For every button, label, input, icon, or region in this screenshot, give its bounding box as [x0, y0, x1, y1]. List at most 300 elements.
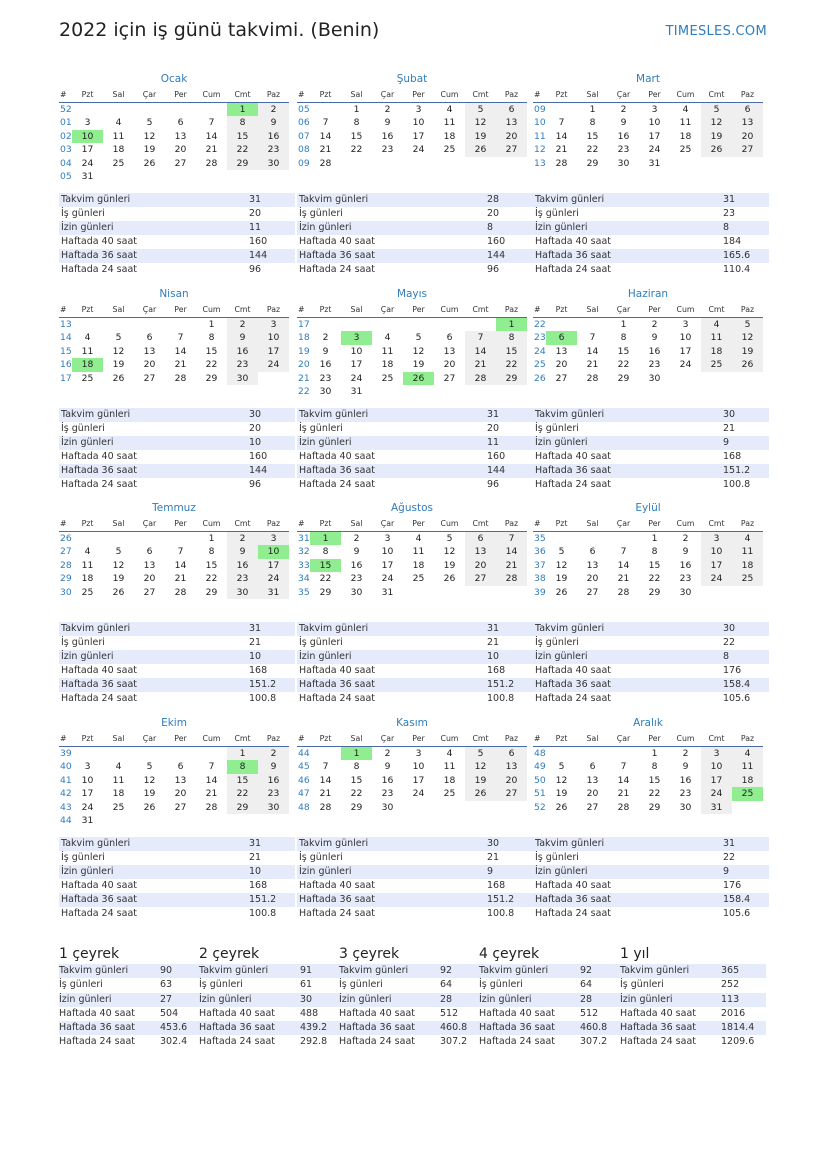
day-cell: 26 [443, 573, 456, 584]
day-cell: 6 [146, 546, 153, 557]
weekday-header: Paz [732, 303, 763, 317]
stat-label: İş günleri [620, 979, 664, 991]
week-row [59, 317, 289, 331]
week-row [297, 801, 527, 815]
day-cell: 26 [143, 801, 156, 813]
week-number: 35 [534, 532, 546, 544]
week-row [533, 331, 763, 345]
day-cell [608, 746, 639, 760]
week-number: 08 [298, 144, 310, 155]
day-cell: 19 [701, 130, 732, 144]
day-cell: 11 [701, 331, 732, 345]
stat-row [339, 978, 485, 992]
weekday-header: Çar [372, 303, 403, 317]
day-cell: 10 [258, 331, 289, 345]
stat-label: Takvim günleri [297, 408, 485, 422]
stat-value: 165.6 [721, 249, 769, 263]
day-cell [701, 372, 732, 386]
week-number: 40 [60, 761, 72, 772]
quarter-summary [479, 944, 619, 1050]
day-cell: 6 [465, 531, 496, 545]
day-cell: 7 [322, 761, 329, 772]
day-cell: 28 [205, 157, 218, 169]
week-row [59, 531, 289, 545]
day-cell: 25 [81, 586, 94, 598]
stat-value: 144 [485, 464, 533, 478]
day-cell: 18 [679, 130, 692, 142]
day-cell: 11 [732, 545, 763, 559]
day-cell: 7 [620, 546, 627, 557]
day-cell: 1 [208, 532, 215, 544]
day-cell: 5 [558, 546, 565, 557]
quarter-title: 3 çeyrek [339, 946, 400, 962]
day-cell: 5 [146, 117, 153, 128]
day-cell: 15 [350, 130, 363, 142]
day-cell: 3 [341, 331, 372, 345]
day-cell: 28 [174, 372, 187, 384]
day-cell: 9 [384, 117, 391, 128]
week-number: 14 [60, 332, 72, 343]
day-cell: 7 [208, 761, 215, 772]
day-cell: 28 [205, 801, 218, 813]
weekday-header: Cum [434, 303, 465, 317]
stat-label: Haftada 24 saat [61, 479, 137, 490]
stat-value: 144 [247, 249, 295, 263]
weekday-header: Per [403, 732, 434, 746]
week-row [533, 116, 763, 130]
stat-value: 160 [487, 451, 506, 462]
week-row [59, 130, 289, 144]
day-cell: 3 [415, 747, 422, 759]
day-cell: 5 [701, 102, 732, 116]
day-cell: 27 [496, 787, 527, 801]
week-row [533, 345, 763, 359]
stat-row [533, 907, 769, 921]
weekday-header: # [59, 732, 72, 746]
day-cell: 13 [555, 345, 568, 357]
day-cell [434, 801, 465, 815]
weekday-header: Sal [341, 517, 372, 531]
day-cell: 2 [227, 317, 258, 331]
week-row [533, 143, 763, 157]
month-grid [297, 517, 527, 599]
day-cell: 8 [227, 116, 258, 130]
week-number: 50 [534, 774, 546, 786]
stat-row [479, 1007, 625, 1021]
weekday-header: Cum [434, 517, 465, 531]
month-stats [59, 408, 295, 492]
day-cell [103, 746, 134, 760]
stat-row [59, 978, 205, 992]
week-row [533, 801, 763, 815]
month-grid [59, 517, 289, 599]
stat-label: İş günleri [199, 979, 243, 991]
day-cell: 8 [589, 117, 596, 128]
day-cell: 13 [174, 130, 187, 142]
day-cell: 22 [205, 359, 218, 370]
weekday-header: # [533, 517, 546, 531]
stat-label: Haftada 36 saat [297, 249, 485, 263]
day-cell: 6 [589, 546, 596, 557]
day-cell: 18 [412, 559, 425, 571]
stat-label: İş günleri [535, 423, 579, 434]
day-cell: 8 [353, 117, 360, 128]
day-cell: 30 [617, 157, 630, 169]
stat-label: Takvim günleri [533, 408, 721, 422]
day-cell: 14 [174, 345, 187, 357]
day-cell: 8 [651, 761, 658, 772]
day-cell: 9 [651, 332, 658, 343]
day-cell: 31 [648, 157, 661, 169]
stat-value: 100.8 [487, 908, 515, 919]
stat-row [297, 207, 533, 221]
stat-row [297, 692, 533, 706]
stat-row [59, 436, 295, 450]
day-cell: 30 [227, 586, 258, 600]
stat-value: 30 [300, 993, 345, 1007]
day-cell: 17 [258, 345, 289, 359]
stat-label: Haftada 24 saat [61, 908, 137, 919]
stat-value: 64 [580, 979, 593, 991]
stat-label: Takvim günleri [533, 837, 721, 851]
day-cell: 13 [586, 559, 599, 571]
day-cell: 15 [205, 345, 218, 357]
day-cell: 18 [72, 358, 103, 372]
day-cell [196, 814, 227, 828]
stat-label: İzin günleri [199, 993, 300, 1007]
day-cell: 4 [84, 332, 91, 343]
weekday-header: Cum [670, 303, 701, 317]
day-cell: 25 [81, 372, 94, 384]
stat-row [533, 478, 769, 492]
day-cell: 3 [701, 746, 732, 760]
day-cell: 30 [381, 801, 394, 813]
stat-label: Haftada 36 saat [533, 678, 721, 692]
stat-value: 1209.6 [721, 1036, 755, 1048]
day-cell: 14 [205, 130, 218, 142]
day-cell [496, 157, 527, 171]
day-cell: 17 [412, 774, 425, 786]
week-number: 49 [534, 761, 546, 772]
stat-label: İş günleri [479, 979, 523, 991]
day-cell [372, 157, 403, 171]
weekday-header: Çar [372, 517, 403, 531]
day-cell: 13 [732, 116, 763, 130]
weekday-header: Sal [103, 517, 134, 531]
stat-row [199, 978, 345, 992]
quarter-title: 2 çeyrek [199, 946, 260, 962]
day-cell [434, 317, 465, 331]
weekday-header-row [297, 88, 527, 102]
stat-label: Haftada 40 saat [535, 451, 611, 462]
stat-row [297, 678, 533, 692]
week-row [59, 358, 289, 372]
day-cell: 23 [679, 573, 692, 584]
week-number: 26 [60, 532, 72, 544]
day-cell: 22 [227, 787, 258, 801]
stat-label: İş günleri [61, 637, 105, 648]
month-stats [297, 622, 533, 706]
stat-row [199, 993, 345, 1007]
stat-value: 113 [721, 993, 766, 1007]
week-row [297, 317, 527, 331]
stat-value: 20 [249, 208, 262, 219]
month-name: Haziran [627, 288, 669, 300]
day-cell: 22 [648, 573, 661, 584]
day-cell: 18 [381, 359, 394, 370]
month-name: Nisan [159, 288, 189, 300]
stat-label: Haftada 40 saat [299, 236, 375, 247]
stat-value: 144 [247, 464, 295, 478]
day-cell: 31 [350, 386, 363, 397]
stat-row [59, 221, 295, 235]
week-row [59, 586, 289, 600]
stat-value: 22 [723, 852, 736, 863]
week-row [533, 531, 763, 545]
stat-value: 8 [721, 221, 769, 235]
day-cell: 30 [648, 372, 661, 384]
weekday-header: # [297, 517, 310, 531]
stat-label: Takvim günleri [339, 964, 440, 978]
month-name: Aralık [633, 717, 663, 729]
weekday-header: Pzt [546, 732, 577, 746]
stat-row [620, 978, 766, 992]
day-cell: 15 [586, 130, 599, 142]
stat-label: Haftada 40 saat [535, 236, 611, 247]
weekday-header: Per [403, 88, 434, 102]
brand-logo[interactable]: TIMESLES.COM [665, 24, 767, 39]
day-cell [465, 317, 496, 331]
day-cell: 29 [227, 157, 258, 171]
week-row [59, 102, 289, 116]
stat-value: 365 [721, 964, 766, 978]
weekday-header: Cmt [701, 303, 732, 317]
day-cell: 6 [496, 746, 527, 760]
day-cell [732, 801, 763, 815]
day-cell: 1 [651, 747, 658, 759]
day-cell: 12 [112, 559, 125, 571]
day-cell: 27 [174, 801, 187, 813]
stat-row [297, 907, 533, 921]
day-cell: 20 [143, 573, 156, 584]
month-grid [533, 88, 763, 170]
weekday-header: Çar [372, 88, 403, 102]
weekday-header: Cmt [701, 517, 732, 531]
day-cell: 6 [496, 102, 527, 116]
stat-value: 168 [487, 880, 506, 891]
day-cell: 1 [496, 317, 527, 331]
day-cell: 25 [732, 572, 763, 586]
weekday-header: Pzt [546, 517, 577, 531]
stat-row [297, 650, 533, 664]
week-row [533, 746, 763, 760]
day-cell: 7 [322, 117, 329, 128]
stat-label: Takvim günleri [479, 964, 580, 978]
day-cell: 26 [112, 586, 125, 598]
quarter-summary [339, 944, 479, 1050]
stat-label: Haftada 40 saat [299, 451, 375, 462]
week-row [533, 372, 763, 386]
day-cell: 25 [112, 157, 125, 169]
day-cell: 3 [682, 318, 689, 330]
day-cell: 31 [701, 801, 732, 815]
week-row [533, 358, 763, 372]
stat-value: 28 [485, 193, 533, 207]
stat-row [59, 464, 295, 478]
day-cell: 23 [258, 143, 289, 157]
weekday-header: Cmt [465, 732, 496, 746]
stat-label: Takvim günleri [59, 622, 247, 636]
day-cell: 13 [443, 345, 456, 357]
day-cell: 20 [143, 359, 156, 370]
month-grid [59, 732, 289, 828]
day-cell: 6 [177, 117, 184, 128]
day-cell: 12 [732, 331, 763, 345]
day-cell: 21 [465, 358, 496, 372]
stat-value: 100.8 [723, 479, 751, 490]
stat-value: 21 [249, 852, 262, 863]
stat-value: 512 [580, 1007, 599, 1019]
weekday-header: Sal [341, 303, 372, 317]
stat-value: 158.4 [721, 893, 769, 907]
stat-label: Haftada 24 saat [620, 1036, 696, 1048]
day-cell [310, 746, 341, 760]
day-cell: 8 [227, 760, 258, 774]
stat-value: 20 [249, 423, 262, 434]
day-cell: 19 [443, 559, 456, 571]
weekday-header: Paz [258, 732, 289, 746]
day-cell: 7 [208, 117, 215, 128]
day-cell: 4 [682, 103, 689, 115]
day-cell: 16 [381, 774, 394, 786]
month-calendar [533, 499, 763, 599]
day-cell: 2 [682, 532, 689, 544]
stat-label: Takvim günleri [199, 964, 300, 978]
stat-row [297, 193, 533, 207]
weekday-header: Pzt [310, 88, 341, 102]
month-grid [297, 88, 527, 170]
day-cell: 19 [465, 774, 496, 788]
day-cell: 17 [701, 774, 732, 788]
day-cell: 24 [648, 144, 661, 155]
stat-label: Haftada 24 saat [535, 264, 611, 275]
day-cell: 9 [353, 546, 360, 557]
stat-row [479, 1035, 625, 1049]
day-cell: 4 [384, 332, 391, 343]
day-cell: 21 [555, 144, 568, 155]
stat-label: Takvim günleri [297, 193, 485, 207]
day-cell: 11 [81, 559, 94, 571]
day-cell: 25 [412, 573, 425, 584]
week-row [59, 345, 289, 359]
day-cell: 2 [227, 531, 258, 545]
week-row [297, 143, 527, 157]
weekday-header: Sal [341, 88, 372, 102]
stat-row [533, 678, 769, 692]
day-cell: 4 [701, 317, 732, 331]
day-cell: 9 [258, 760, 289, 774]
weekday-header: Cmt [227, 88, 258, 102]
stat-row [59, 408, 295, 422]
week-row [533, 787, 763, 801]
week-row [533, 157, 763, 171]
day-cell: 21 [174, 573, 187, 584]
day-cell: 10 [381, 546, 394, 557]
day-cell: 3 [701, 531, 732, 545]
day-cell: 23 [381, 788, 394, 799]
stat-value: 168 [249, 880, 268, 891]
day-cell [310, 317, 341, 331]
day-cell: 14 [174, 559, 187, 571]
stat-row [533, 622, 769, 636]
week-row [297, 331, 527, 345]
day-cell: 29 [205, 586, 218, 598]
day-cell: 6 [177, 761, 184, 772]
weekday-header-row [533, 732, 763, 746]
stat-label: İş günleri [61, 208, 105, 219]
week-number: 48 [534, 747, 546, 759]
day-cell [670, 372, 701, 386]
stat-label: Haftada 36 saat [533, 464, 721, 478]
week-row [533, 559, 763, 573]
day-cell: 3 [651, 103, 658, 115]
quarter-stats [479, 964, 625, 1050]
day-cell: 18 [112, 788, 125, 799]
day-cell: 7 [465, 331, 496, 345]
day-cell: 28 [174, 586, 187, 598]
day-cell: 2 [620, 103, 627, 115]
day-cell: 10 [350, 345, 363, 357]
month-name: Kasım [396, 717, 428, 729]
stat-row [533, 692, 769, 706]
day-cell: 2 [651, 318, 658, 330]
day-cell: 12 [555, 774, 568, 786]
week-number: 35 [298, 586, 310, 598]
day-cell: 7 [620, 761, 627, 772]
day-cell: 27 [143, 372, 156, 384]
stat-value: 292.8 [300, 1036, 328, 1048]
weekday-header: Per [165, 303, 196, 317]
stat-value: 20 [487, 208, 500, 219]
stat-row [297, 879, 533, 893]
week-row [297, 345, 527, 359]
stat-label: Takvim günleri [297, 622, 485, 636]
stat-label: Haftada 40 saat [61, 236, 137, 247]
week-row [533, 317, 763, 331]
stat-row [297, 263, 533, 277]
day-cell: 2 [384, 103, 391, 115]
day-cell [103, 317, 134, 331]
weekday-header: Per [403, 303, 434, 317]
stat-label: Takvim günleri [533, 622, 721, 636]
day-cell [403, 317, 434, 331]
day-cell [496, 586, 527, 600]
weekday-header: # [59, 88, 72, 102]
week-row [297, 787, 527, 801]
day-cell: 26 [403, 372, 434, 386]
stat-row [59, 1035, 205, 1049]
day-cell: 19 [732, 345, 763, 359]
day-cell: 5 [115, 546, 122, 557]
weekday-header: Pzt [310, 732, 341, 746]
weekday-header: # [533, 732, 546, 746]
day-cell: 9 [322, 345, 329, 357]
stat-row [297, 893, 533, 907]
month-calendar [59, 499, 289, 599]
day-cell: 16 [648, 345, 661, 357]
day-cell [258, 170, 289, 184]
weekday-header: Cum [434, 88, 465, 102]
